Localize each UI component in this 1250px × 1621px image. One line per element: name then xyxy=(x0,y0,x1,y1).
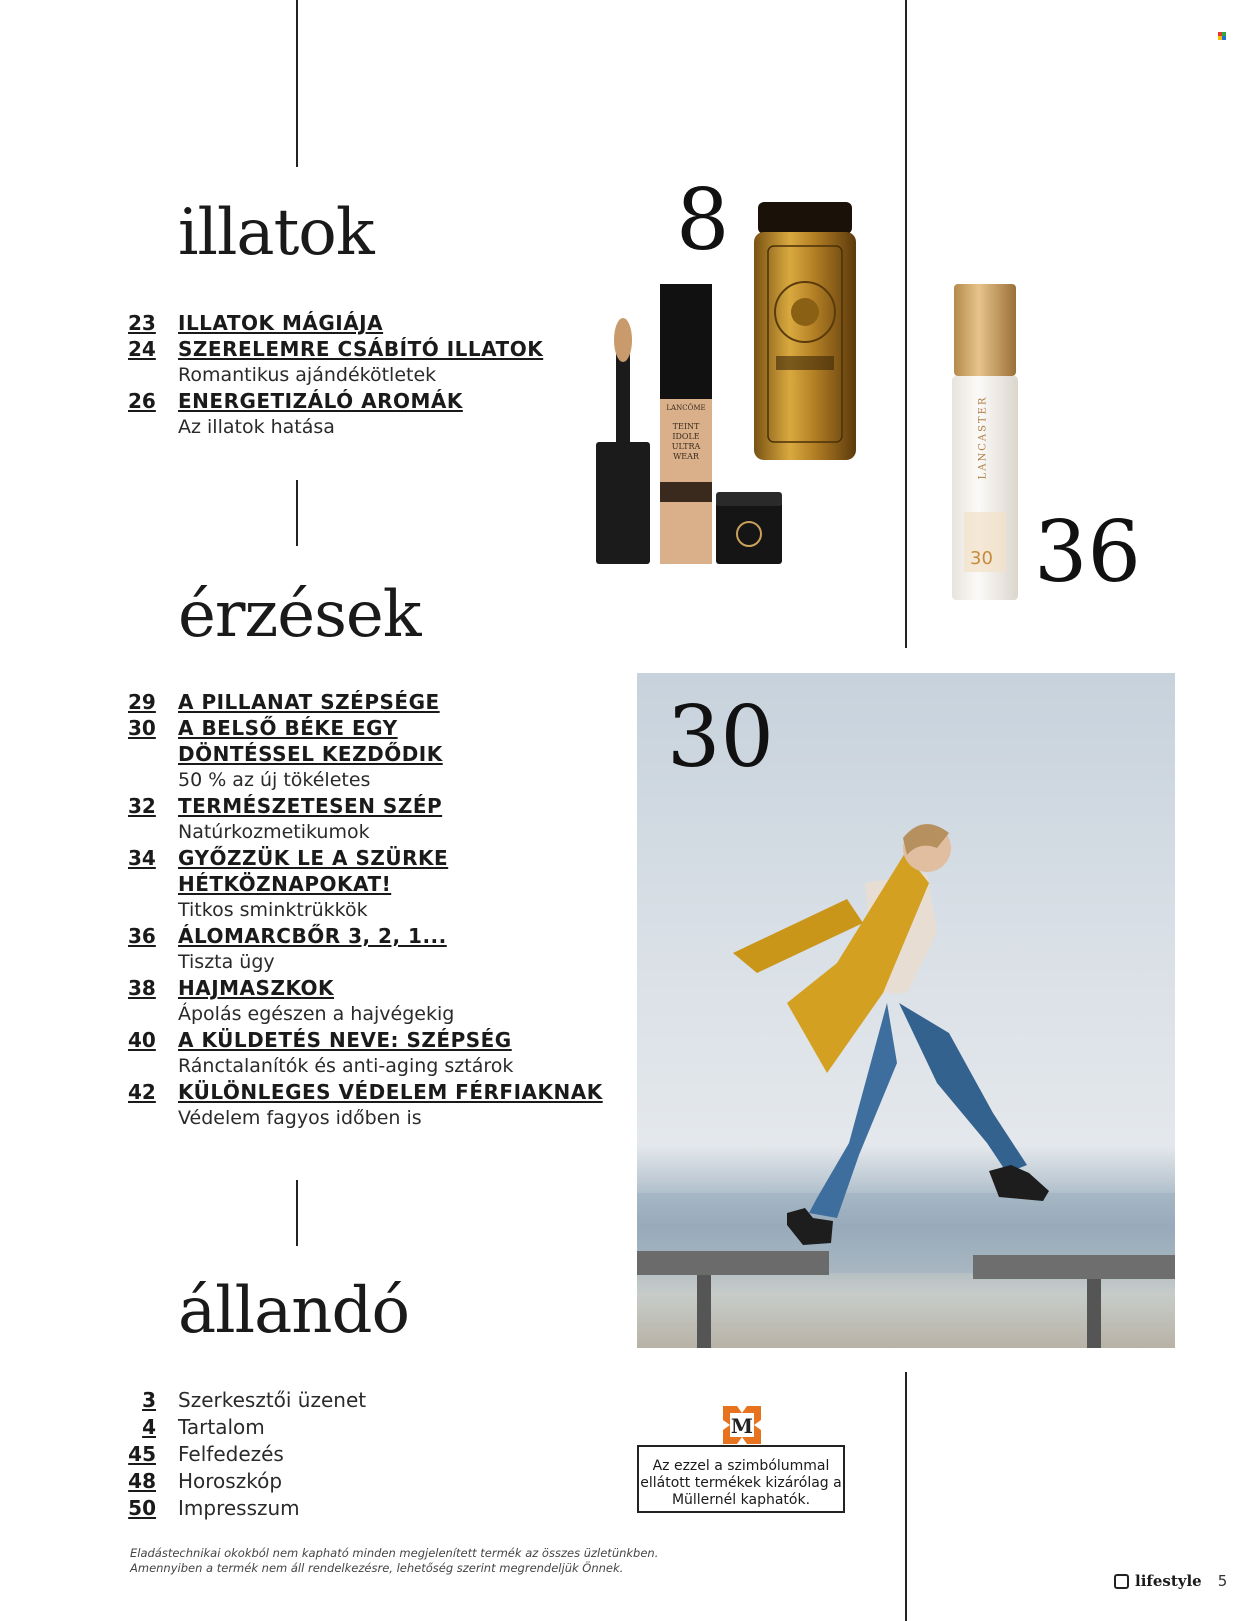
toc-entry[interactable] xyxy=(128,975,608,1001)
toc-entry-subtitle: Védelem fagyos időben is xyxy=(178,1107,422,1129)
toc-entry-title[interactable]: GYŐZZÜK LE A SZÜRKE HÉTKÖZNAPOKAT! xyxy=(178,846,449,896)
footnote-line: Eladástechnikai okokból nem kapható minden megjelenített termék az összes üzletünkben. xyxy=(130,1546,659,1560)
toc-entry[interactable] xyxy=(128,845,608,897)
toc-entry-subtitle: Ránctalanítók és anti-aging sztárok xyxy=(178,1055,514,1077)
toc-page-number[interactable]: 38 xyxy=(128,976,156,1000)
toc-entry-title[interactable]: HAJMASZKOK xyxy=(178,976,335,1000)
page-ref-sunscreen[interactable]: 36 xyxy=(1034,503,1141,601)
divider-mid-left-2 xyxy=(296,1180,298,1246)
toc-erzesek xyxy=(128,689,608,1131)
page-ref-perfume[interactable]: 8 xyxy=(676,171,730,269)
toc-page-number[interactable]: 26 xyxy=(128,389,156,413)
toc-page-number[interactable]: 45 xyxy=(128,1442,156,1466)
toc-page-number[interactable]: 4 xyxy=(142,1415,156,1439)
toc-page-number[interactable]: 24 xyxy=(128,337,156,361)
perfume-product-image xyxy=(752,202,858,464)
toc-page-number[interactable]: 40 xyxy=(128,1028,156,1052)
toc-entry-title[interactable]: A BELSŐ BÉKE EGY DÖNTÉSSEL KEZDŐDIK xyxy=(178,716,443,766)
footnote-line: Amennyiben a termék nem áll rendelkezésre, lehetőség szerint megrendeljük Önnek. xyxy=(130,1561,624,1575)
toc-page-number[interactable]: 50 xyxy=(128,1496,156,1520)
sunscreen-product-image xyxy=(950,282,1020,602)
color-marker-icon xyxy=(1218,32,1226,40)
exclusive-products-notice: Az ezzel a szimbólummal ellátott termékek kizárólag a Müllernél kaphatók. xyxy=(637,1445,845,1513)
toc-entry-title[interactable]: A KÜLDETÉS NEVE: SZÉPSÉG xyxy=(178,1028,512,1052)
toc-entry[interactable] xyxy=(128,1495,608,1522)
toc-entry[interactable] xyxy=(128,793,608,819)
page-ref-photo[interactable]: 30 xyxy=(667,688,774,786)
toc-illatok xyxy=(128,310,608,440)
toc-entry[interactable] xyxy=(128,1027,608,1053)
toc-entry[interactable] xyxy=(128,1441,608,1468)
toc-entry-title[interactable]: ILLATOK MÁGIÁJA xyxy=(178,311,384,335)
page-number: 5 xyxy=(1217,1572,1228,1590)
toc-entry[interactable] xyxy=(128,1079,608,1105)
section-title-allando: állandó xyxy=(178,1274,409,1348)
toc-entry[interactable] xyxy=(128,388,608,414)
toc-entry[interactable] xyxy=(128,336,608,362)
toc-entry-title[interactable]: A PILLANAT SZÉPSÉGE xyxy=(178,690,440,714)
toc-entry-subtitle: Ápolás egészen a hajvégekig xyxy=(178,1003,455,1025)
toc-entry-title[interactable]: Tartalom xyxy=(178,1415,265,1439)
toc-entry[interactable] xyxy=(128,715,608,767)
toc-entry-title[interactable]: KÜLÖNLEGES VÉDELEM FÉRFIAKNAK xyxy=(178,1080,603,1104)
toc-entry[interactable] xyxy=(128,1414,608,1441)
toc-page-number[interactable]: 48 xyxy=(128,1469,156,1493)
section-title-illatok: illatok xyxy=(178,196,374,270)
toc-entry[interactable] xyxy=(128,310,608,336)
toc-page-number[interactable]: 34 xyxy=(128,846,156,870)
toc-entry-title[interactable]: TERMÉSZETESEN SZÉP xyxy=(178,794,443,818)
concealer-product-label: TEINT IDOLE ULTRA WEAR xyxy=(671,422,701,461)
divider-mid-left-1 xyxy=(296,480,298,546)
toc-page-number[interactable]: 30 xyxy=(128,716,156,740)
toc-page-number[interactable]: 23 xyxy=(128,311,156,335)
toc-entry-title[interactable]: Impresszum xyxy=(178,1496,300,1520)
toc-allando xyxy=(128,1387,608,1522)
divider-right-bottom xyxy=(905,1372,907,1621)
woman-walking-photo xyxy=(637,673,1175,1348)
sunscreen-brand-label: LANCASTER xyxy=(977,395,989,480)
divider-right-top xyxy=(905,0,907,648)
divider-top-left xyxy=(296,0,298,167)
toc-entry-subtitle: Natúrkozmetikumok xyxy=(178,821,370,843)
toc-entry-title[interactable]: ÁLOMARCBŐR 3, 2, 1... xyxy=(178,924,447,948)
toc-entry-subtitle: Titkos sminktrükkök xyxy=(178,899,368,921)
toc-entry[interactable] xyxy=(128,1387,608,1414)
toc-entry-subtitle: 50 % az új tökéletes xyxy=(178,769,371,791)
toc-entry-title[interactable]: SZERELEMRE CSÁBÍTÓ ILLATOK xyxy=(178,337,544,361)
muller-logo-icon xyxy=(717,1400,767,1450)
footer-brand xyxy=(1114,1572,1227,1590)
toc-entry-title[interactable]: Szerkesztői üzenet xyxy=(178,1388,367,1412)
toc-entry[interactable] xyxy=(128,689,608,715)
toc-entry-title[interactable]: ENERGETIZÁLÓ AROMÁK xyxy=(178,389,463,413)
toc-entry-subtitle: Tiszta ügy xyxy=(178,951,275,973)
toc-entry[interactable] xyxy=(128,923,608,949)
toc-page-number[interactable]: 29 xyxy=(128,690,156,714)
toc-entry-title[interactable]: Felfedezés xyxy=(178,1442,284,1466)
toc-page-number[interactable]: 32 xyxy=(128,794,156,818)
muller-logo-letter: M xyxy=(730,1414,754,1438)
toc-page-number[interactable]: 36 xyxy=(128,924,156,948)
concealer-brand-label: LANCÔME xyxy=(666,404,706,412)
toc-page-number[interactable]: 42 xyxy=(128,1080,156,1104)
availability-footnote xyxy=(130,1546,658,1576)
toc-entry-subtitle: Romantikus ajándékötletek xyxy=(178,364,437,386)
toc-entry-title[interactable]: Horoszkóp xyxy=(178,1469,283,1493)
toc-page-number[interactable]: 3 xyxy=(142,1388,156,1412)
section-title-erzesek: érzések xyxy=(178,578,421,652)
toc-entry-subtitle: Az illatok hatása xyxy=(178,416,335,438)
sunscreen-spf-label: 30 xyxy=(970,548,993,569)
lifestyle-logo-icon xyxy=(1114,1574,1129,1589)
brand-name: lifestyle xyxy=(1135,1572,1202,1590)
toc-entry[interactable] xyxy=(128,1468,608,1495)
